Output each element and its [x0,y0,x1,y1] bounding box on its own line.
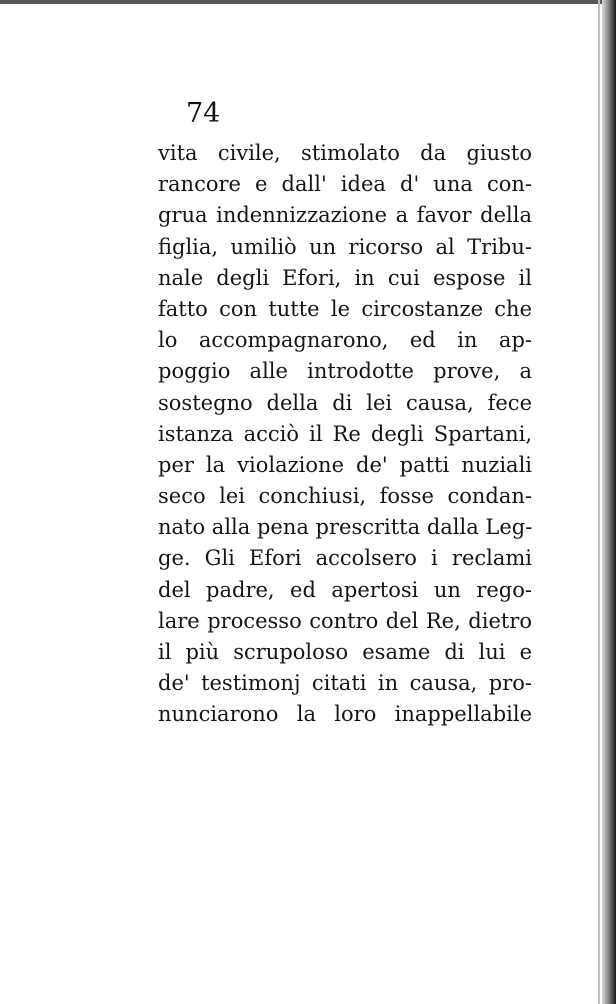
page-number: 74 [186,98,221,129]
text-line: ge. Gli Efori accolsero i reclami [158,546,532,571]
text-line: lare processo contro del Re, dietro [158,608,532,633]
text-line: fatto con tutte le circostanze che [158,296,532,321]
text-line: vita civile, stimolato da giusto [158,141,532,165]
text-line: del padre, ed apertosi un rego- [158,577,532,602]
text-line: nunciarono la loro inappellabile [158,702,532,727]
text-line: figlia, umiliò un ricorso al Tribu- [158,234,532,259]
text-line: istanza acciò il Re degli Spartani, [158,421,532,446]
text-line: seco lei conchiusi, fosse condan- [158,484,532,509]
text-line: il più scrupoloso esame di lui e [158,640,532,664]
text-line: poggio alle introdotte prove, a [158,359,532,384]
text-line: de' testimonj citati in causa, pro- [158,671,532,696]
text-line: nato alla pena prescritta dalla Leg- [158,515,532,540]
body-text [158,138,532,731]
text-line: lo accompagnarono, ed in ap- [158,328,532,353]
page-fold-line [598,0,600,1004]
text-line: per la violazione de' patti nuziali [158,452,532,477]
text-line: nale degli Efori, in cui espose il [158,265,532,290]
text-line: sostegno della di lei causa, fece [158,390,532,415]
page-binding-edge [602,0,616,1004]
page-top-edge [0,0,616,4]
text-line: rancore e dall' idea d' una con- [158,172,532,197]
text-line: grua indennizzazione a favor della [158,203,532,228]
